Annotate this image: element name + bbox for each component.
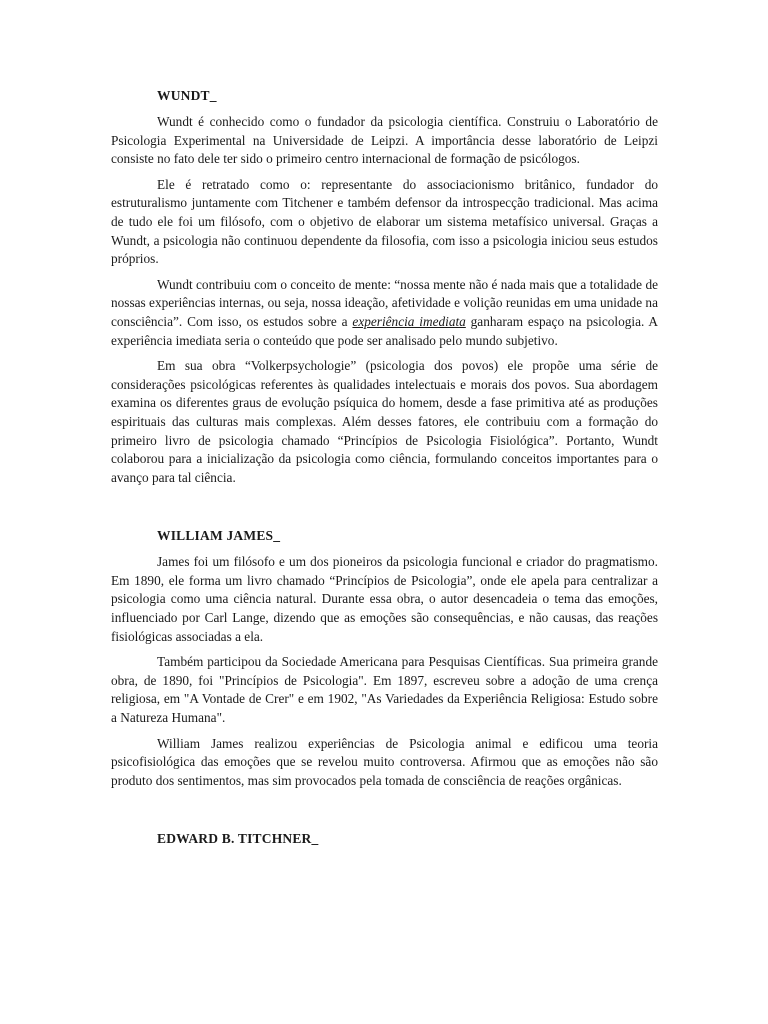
paragraph: James foi um filósofo e um dos pioneiros da psicologia funcional e criador do pragmatismo. Em 1890, ele forma um livro chamado “Princípios de Psicologia”, onde ele apela para centralizar a psicologia como uma ciência natural. Durante essa obra, o autor desencadeia o tema das emoções, influenciado por Carl Lange, dizendo que as emoções são consequências, e não causas, das reações fisiológicas associadas a ela. [111, 554, 658, 644]
section-heading-wundt: WUNDT_ [157, 88, 217, 103]
paragraph: William James realizou experiências de Psicologia animal e edificou uma teoria psicofisiológica das emoções que se revelou muito controversa. Afirmou que as emoções não são produto dos sentimentos, mas sim provocados pela tomada de consciência de reações orgânicas. [111, 735, 658, 788]
section-spacer [111, 494, 658, 520]
paragraph: Wundt é conhecido como o fundador da psicologia científica. Construiu o Laboratório de Psicologia Experimental na Universidade de Leipzi. A importância desse laboratório de Leipzi consiste no fato dele ter sido o primeiro centro internacional de formação de psicólogos. [111, 114, 658, 167]
paragraph: Em sua obra “Volkerpsychologie” (psicologia dos povos) ele propõe uma série de considerações psicológicas referentes às qualidades intelectuais e morais dos povos. Sua abordagem examina os diferentes graus de evolução psíquica do homem, desde a fase primitiva até as produções espirituais das culturas mais complexas. Além desses fatores, ele contribuiu com a formação do primeiro livro de psicologia chamado “Princípios de Psicologia Fisiológica”. Portanto, Wundt colaborou para a inicialização da psicologia como ciência, formulando conceitos importantes para o avanço para tal ciência. [111, 358, 658, 485]
experiencia-imediata-link[interactable]: experiência imediata [352, 313, 466, 329]
paragraph [111, 276, 658, 350]
section-heading-edward-titchner: EDWARD B. TITCHNER_ [157, 831, 319, 847]
paragraph-text: ganharam espaço na psicologia. A experiência imediata seria o conteúdo que pode ser analisado pelo mundo subjetivo. [111, 313, 659, 348]
paragraph: Também participou da Sociedade Americana para Pesquisas Científicas. Sua primeira grande obra, de 1890, foi "Princípios de Psicologia". Em 1897, escreveu sobre a adoção de uma crença religiosa, em "A Vontade de Crer" e em 1902, "As Variedades da Experiência Religiosa: Estudo sobre a Natureza Humana". [111, 654, 658, 726]
paragraph-text: Wundt contribuiu com o conceito de mente: “nossa mente não é nada mais que a totalidade de nossas experiências internas, ou seja, nossa ideação, afetividade e volição reunidas em uma unidade na consciência”. Com isso, os estudos sobre a [111, 276, 658, 329]
section-heading-william-james: WILLIAM JAMES_ [157, 528, 281, 544]
section-spacer [111, 797, 658, 823]
paragraph: Ele é retratado como o: representante do associacionismo britânico, fundador do estruturalismo juntamente com Titchener e também defensor da introspecção tradicional. Mas acima de tudo ele foi um filósofo, com o objetivo de elaborar um sistema metafísico universal. Graças a Wundt, a psicologia não continuou dependente da filosofia, com isso a psicologia iniciou seus estudos próprios. [111, 176, 658, 267]
document-page [111, 80, 658, 856]
